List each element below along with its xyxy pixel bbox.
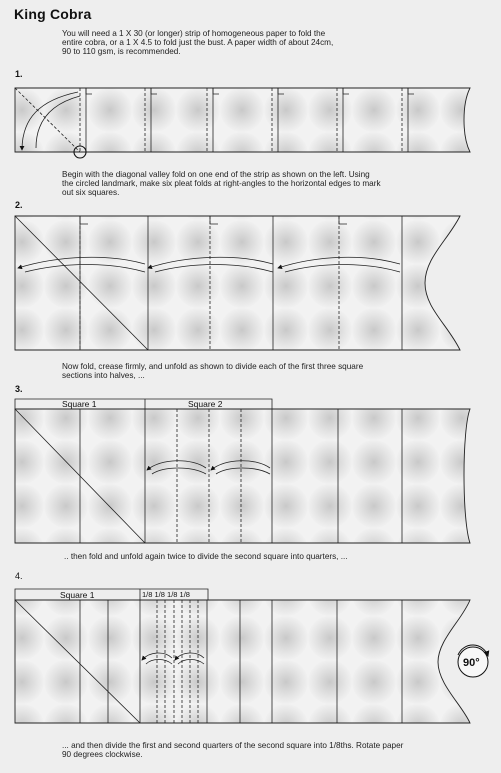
- eighths-label: 1/8 1/8 1/8 1/8: [142, 590, 190, 599]
- step-2-number: 2.: [15, 200, 23, 210]
- step-1-diagram: [15, 88, 470, 158]
- square-1-label: Square 1: [60, 590, 95, 600]
- outro-line: 90 degrees clockwise.: [62, 750, 143, 759]
- rotate-90-icon: [458, 645, 488, 677]
- step-3-diagram: [15, 399, 470, 543]
- rotate-label: 90°: [463, 657, 480, 669]
- square-bracket: [15, 399, 272, 409]
- step-3-line: Now fold, crease firmly, and unfold as shown to divide each of the first three square: [62, 362, 364, 371]
- step-2-diagram: [15, 216, 460, 350]
- step-2-line: the circled landmark, make six pleat folds at right-angles to the horizontal edges to mark: [62, 179, 381, 188]
- step-3-number: 3.: [15, 384, 23, 394]
- outro-line: ... and then divide the first and second quarters of the second square into 1/8ths. Rotate paper: [62, 741, 404, 750]
- step-4-number: 4.: [15, 571, 23, 581]
- intro-line: 90 to 110 gsm, is recommended.: [62, 47, 181, 56]
- step-4-line: .. then fold and unfold again twice to divide the second square into quarters, ...: [64, 552, 348, 561]
- step-3-line: sections into halves, ...: [62, 371, 145, 380]
- square-2-label: Square 2: [188, 399, 223, 409]
- step-2-line: out six squares.: [62, 188, 120, 197]
- step-4-diagram: [15, 589, 488, 723]
- step-2-line: Begin with the diagonal valley fold on one end of the strip as shown on the left. Using: [62, 170, 370, 179]
- square-1-label: Square 1: [62, 399, 97, 409]
- step-1-number: 1.: [15, 69, 23, 79]
- intro-line: entire cobra, or a 1 X 4.5 to fold just the bust. A paper width of about 24cm,: [62, 38, 334, 47]
- intro-line: You will need a 1 X 30 (or longer) strip of homogeneous paper to fold the: [62, 29, 326, 38]
- page-title: King Cobra: [14, 6, 92, 22]
